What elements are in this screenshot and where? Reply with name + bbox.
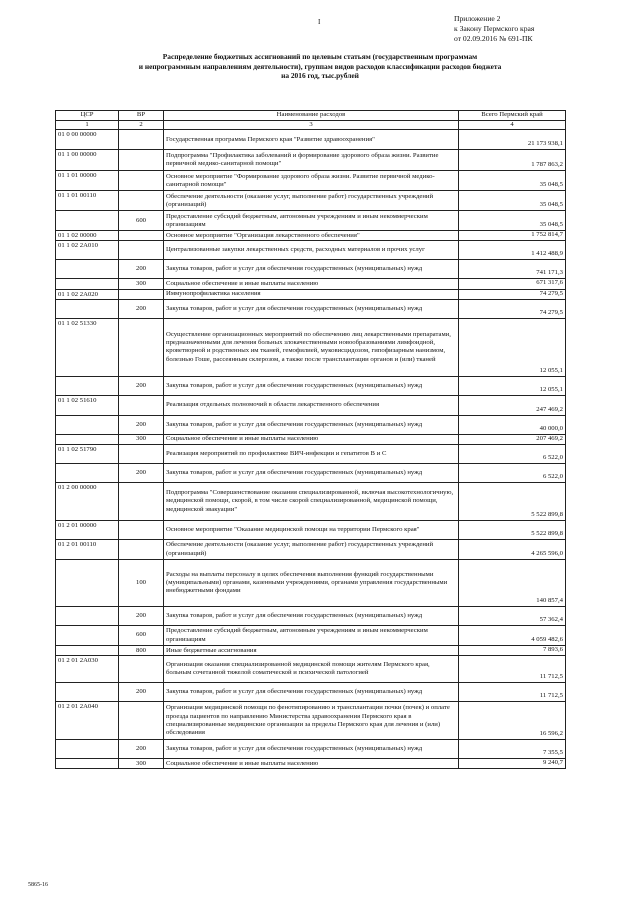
cell-sum: 35 048,5 <box>459 171 566 191</box>
cell-vr <box>119 130 164 150</box>
cell-csr: 01 1 02 00000 <box>56 231 119 241</box>
cell-name: Централизованные закупки лекарственных средств, расходных материалов и прочих услуг <box>164 241 459 260</box>
cell-sum: 12 055,1 <box>459 318 566 376</box>
cell-sum: 21 173 938,1 <box>459 130 566 150</box>
cell-sum: 57 362,4 <box>459 607 566 626</box>
cell-csr: 01 2 01 00000 <box>56 521 119 540</box>
cell-csr: 01 1 02 51330 <box>56 318 119 376</box>
cell-name: Закупка товаров, работ и услуг для обеспечения государственных (муниципальных) нужд <box>164 260 459 279</box>
col-number: 3 <box>164 121 459 130</box>
cell-csr <box>56 415 119 434</box>
table-row <box>56 376 566 395</box>
cell-csr: 01 1 02 2A010 <box>56 241 119 260</box>
table-row <box>56 464 566 483</box>
cell-sum: 1 787 863,2 <box>459 150 566 171</box>
table-row <box>56 560 566 607</box>
cell-csr: 01 1 01 00110 <box>56 191 119 211</box>
cell-vr <box>119 171 164 191</box>
table-row <box>56 434 566 444</box>
cell-name: Предоставление субсидий бюджетным, автономным учреждениям и иным некоммерческим организациям <box>164 211 459 231</box>
cell-name: Закупка товаров, работ и услуг для обеспечения государственных (муниципальных) нужд <box>164 607 459 626</box>
cell-csr <box>56 260 119 279</box>
cell-sum: 7 893,6 <box>459 646 566 656</box>
cell-vr: 200 <box>119 607 164 626</box>
cell-name: Закупка товаров, работ и услуг для обеспечения государственных (муниципальных) нужд <box>164 415 459 434</box>
cell-csr <box>56 299 119 318</box>
cell-vr <box>119 540 164 560</box>
cell-name: Закупка товаров, работ и услуг для обеспечения государственных (муниципальных) нужд <box>164 740 459 759</box>
table-row <box>56 702 566 740</box>
cell-vr <box>119 445 164 464</box>
cell-sum: 207 469,2 <box>459 434 566 444</box>
cell-csr <box>56 279 119 289</box>
cell-sum: 247 469,2 <box>459 395 566 415</box>
cell-csr: 01 2 00 00000 <box>56 483 119 521</box>
cell-vr: 200 <box>119 740 164 759</box>
cell-vr: 600 <box>119 211 164 231</box>
cell-sum: 4 265 596,0 <box>459 540 566 560</box>
table-row <box>56 521 566 540</box>
cell-name: Организация медицинской помощи по фенотипированию и трансплантации почки (почек) и оплате проезда пациентов по направлению Министерства здравоохранения Пермского края в специализированные медицинские организации за пределы Пермского края для лечения и (или) обследования <box>164 702 459 740</box>
col-number: 1 <box>56 121 119 130</box>
cell-sum: 74 279,5 <box>459 289 566 299</box>
header-vr: ВР <box>119 111 164 121</box>
header-sum: Всего Пермский край <box>459 111 566 121</box>
cell-vr <box>119 483 164 521</box>
cell-name: Закупка товаров, работ и услуг для обеспечения государственных (муниципальных) нужд <box>164 683 459 702</box>
cell-name: Закупка товаров, работ и услуг для обеспечения государственных (муниципальных) нужд <box>164 299 459 318</box>
cell-name: Предоставление субсидий бюджетным, автономным учреждениям и иным некоммерческим организациям <box>164 626 459 646</box>
cell-sum: 1 752 814,7 <box>459 231 566 241</box>
cell-sum: 35 048,5 <box>459 191 566 211</box>
cell-name: Основное мероприятие "Оказание медицинской помощи на территории Пермского края" <box>164 521 459 540</box>
cell-vr: 200 <box>119 464 164 483</box>
table-row <box>56 279 566 289</box>
cell-vr <box>119 231 164 241</box>
column-number-row <box>56 121 566 130</box>
table-row <box>56 171 566 191</box>
cell-sum: 7 355,5 <box>459 740 566 759</box>
cell-csr <box>56 626 119 646</box>
table-row <box>56 759 566 769</box>
cell-csr: 01 1 02 2A020 <box>56 289 119 299</box>
cell-sum: 5 522 899,8 <box>459 521 566 540</box>
cell-vr: 200 <box>119 299 164 318</box>
cell-sum: 11 712,5 <box>459 683 566 702</box>
table-row <box>56 211 566 231</box>
table-row <box>56 646 566 656</box>
title-line: на 2016 год, тыс.рублей <box>281 71 359 81</box>
table-row <box>56 415 566 434</box>
cell-sum: 741 171,3 <box>459 260 566 279</box>
cell-sum: 12 055,1 <box>459 376 566 395</box>
cell-csr <box>56 560 119 607</box>
cell-csr <box>56 464 119 483</box>
cell-name: Закупка товаров, работ и услуг для обеспечения государственных (муниципальных) нужд <box>164 376 459 395</box>
table-row <box>56 740 566 759</box>
cell-sum: 11 712,5 <box>459 656 566 683</box>
cell-vr: 100 <box>119 560 164 607</box>
cell-name: Государственная программа Пермского края "Развитие здравоохранения" <box>164 130 459 150</box>
cell-name: Организация оказания специализированной медицинской помощи жителям Пермского края, больным сочетанной тяжелой соматической и психической патологией <box>164 656 459 683</box>
cell-csr <box>56 740 119 759</box>
table-body <box>56 130 566 769</box>
cell-vr <box>119 150 164 171</box>
cell-vr <box>119 395 164 415</box>
cell-sum: 140 857,4 <box>459 560 566 607</box>
title-line: и непрограммным направлениям деятельности), группам видов расходов классификации расходов бюджета <box>138 61 502 71</box>
table-row <box>56 241 566 260</box>
table-row <box>56 260 566 279</box>
cell-csr: 01 1 02 51610 <box>56 395 119 415</box>
document-title <box>60 52 580 81</box>
col-number: 4 <box>459 121 566 130</box>
header-csr: ЦСР <box>56 111 119 121</box>
cell-vr: 600 <box>119 626 164 646</box>
cell-vr: 200 <box>119 376 164 395</box>
cell-name: Основное мероприятие "Формирование здорового образа жизни. Развитие первичной медико-санитарной помощи" <box>164 171 459 191</box>
footer-code: 5865-16 <box>28 882 48 888</box>
cell-sum: 35 048,5 <box>459 211 566 231</box>
table-row <box>56 289 566 299</box>
cell-csr: 01 1 01 00000 <box>56 171 119 191</box>
cell-name: Подпрограмма "Профилактика заболеваний и формирование здорового образа жизни. Развитие первичной медико-санитарной помощи" <box>164 150 459 171</box>
appendix-line: Приложение 2 <box>454 14 501 23</box>
cell-sum: 6 522,0 <box>459 464 566 483</box>
cell-name: Обеспечение деятельности (оказание услуг, выполнение работ) государственных учреждений (организаций) <box>164 191 459 211</box>
cell-vr <box>119 702 164 740</box>
page-mark: I <box>318 18 321 26</box>
cell-csr: 01 2 01 2A040 <box>56 702 119 740</box>
cell-sum: 74 279,5 <box>459 299 566 318</box>
cell-vr <box>119 191 164 211</box>
cell-name: Расходы на выплаты персоналу в целях обеспечения выполнения функций государственными (муниципальными) органами, казенными учреждениями, органами управления государственными внебюджетными фондами <box>164 560 459 607</box>
cell-name: Социальное обеспечение и иные выплаты населению <box>164 279 459 289</box>
cell-csr <box>56 434 119 444</box>
cell-name: Закупка товаров, работ и услуг для обеспечения государственных (муниципальных) нужд <box>164 464 459 483</box>
cell-vr: 300 <box>119 279 164 289</box>
cell-vr <box>119 656 164 683</box>
cell-name: Социальное обеспечение и иные выплаты населению <box>164 759 459 769</box>
cell-vr <box>119 318 164 376</box>
appendix-block <box>454 14 534 44</box>
cell-vr: 200 <box>119 260 164 279</box>
cell-csr <box>56 607 119 626</box>
cell-name: Иммунопрофилактика населения <box>164 289 459 299</box>
cell-csr <box>56 759 119 769</box>
cell-vr <box>119 521 164 540</box>
cell-name: Подпрограмма "Совершенствование оказания специализированной, включая высокотехнологичную, медицинской помощи, скорой, в том числе скорой специализированной, медицинской помощи, медицинской эвакуации" <box>164 483 459 521</box>
table-row <box>56 445 566 464</box>
cell-name: Иные бюджетные ассигнования <box>164 646 459 656</box>
table-row <box>56 540 566 560</box>
cell-sum: 9 240,7 <box>459 759 566 769</box>
cell-name: Реализация отдельных полномочий в области лекарственного обеспечения <box>164 395 459 415</box>
table-header-row <box>56 111 566 121</box>
cell-csr: 01 1 02 51790 <box>56 445 119 464</box>
cell-vr <box>119 289 164 299</box>
table-row <box>56 318 566 376</box>
cell-vr <box>119 241 164 260</box>
cell-name: Осуществление организационных мероприятий по обеспечению лиц лекарственными препаратами, предназначенными для лечения больных злокачественными новообразованиями лимфоидной, кроветворной и родственных им тканей, гемофилией, муковисцидозом, гипофизарным нанизмом, болезнью Гоше, рассеянным склерозом, а также после трансплантации органов и (или) тканей <box>164 318 459 376</box>
table-row <box>56 231 566 241</box>
cell-vr: 300 <box>119 759 164 769</box>
cell-csr: 01 1 00 00000 <box>56 150 119 171</box>
table-row <box>56 395 566 415</box>
appendix-line: к Закону Пермского края <box>454 24 535 33</box>
cell-csr <box>56 646 119 656</box>
cell-csr <box>56 211 119 231</box>
table-row <box>56 656 566 683</box>
table-row <box>56 483 566 521</box>
title-line: Распределение бюджетных ассигнований по целевым статьям (государственным программам <box>162 52 478 61</box>
table-row <box>56 626 566 646</box>
cell-name: Социальное обеспечение и иные выплаты населению <box>164 434 459 444</box>
cell-vr: 800 <box>119 646 164 656</box>
table-row <box>56 607 566 626</box>
cell-sum: 5 522 899,8 <box>459 483 566 521</box>
table-row <box>56 683 566 702</box>
cell-csr <box>56 376 119 395</box>
cell-vr: 200 <box>119 415 164 434</box>
cell-vr: 200 <box>119 683 164 702</box>
budget-table <box>55 110 566 769</box>
cell-name: Реализация мероприятий по профилактике ВИЧ-инфекции и гепатитов B и C <box>164 445 459 464</box>
cell-name: Основное мероприятие "Организация лекарственного обеспечения" <box>164 231 459 241</box>
table-row <box>56 299 566 318</box>
col-number: 2 <box>119 121 164 130</box>
cell-sum: 6 522,0 <box>459 445 566 464</box>
cell-sum: 16 596,2 <box>459 702 566 740</box>
cell-csr: 01 2 01 2A030 <box>56 656 119 683</box>
table-row <box>56 150 566 171</box>
table-row <box>56 191 566 211</box>
cell-csr: 01 0 00 00000 <box>56 130 119 150</box>
cell-csr: 01 2 01 00110 <box>56 540 119 560</box>
cell-csr <box>56 683 119 702</box>
cell-name: Обеспечение деятельности (оказание услуг, выполнение работ) государственных учреждений (организаций) <box>164 540 459 560</box>
cell-vr: 300 <box>119 434 164 444</box>
cell-sum: 671 317,6 <box>459 279 566 289</box>
cell-sum: 40 000,0 <box>459 415 566 434</box>
cell-sum: 4 059 482,6 <box>459 626 566 646</box>
cell-sum: 1 412 488,9 <box>459 241 566 260</box>
table-row <box>56 130 566 150</box>
appendix-line: от 02.09.2016 № 691-ПК <box>454 34 533 43</box>
header-name: Наименование расходов <box>164 111 459 121</box>
